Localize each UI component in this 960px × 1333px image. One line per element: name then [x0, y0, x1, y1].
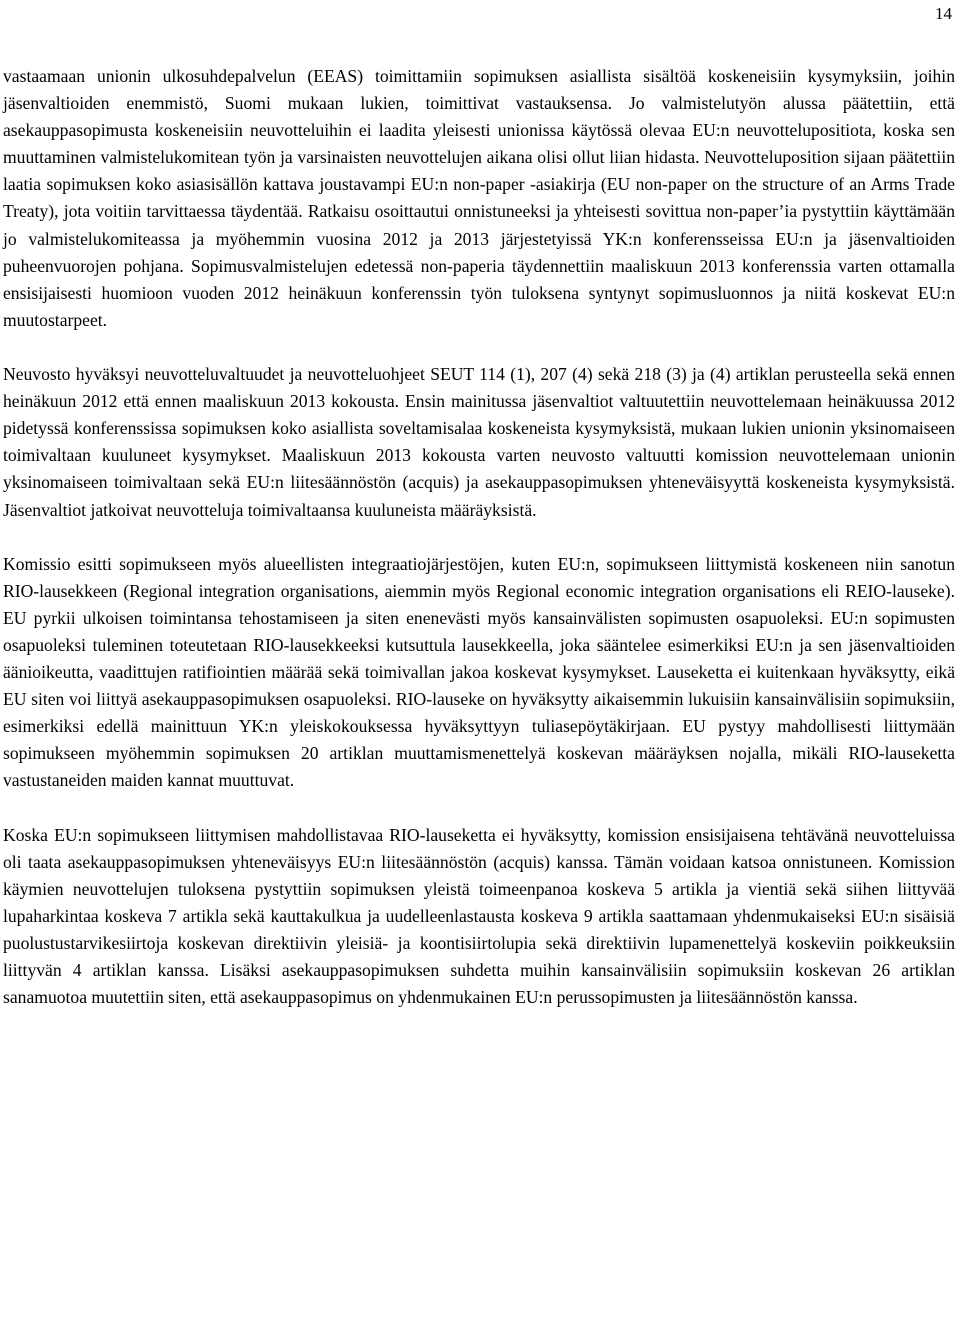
document-body — [3, 63, 955, 1011]
paragraph-eeas-negotiations: vastaamaan unionin ulkosuhdepalvelun (EEAS) toimittamiin sopimuksen asiallista sisältöä koskeneisiin kysymyksiin, joihin jäsenvaltioiden enemmistö, Suomi mukaan lukien, toimittivat vastauksensa. Jo valmistelutyön alussa päätettiin, että asekauppasopimusta koskeneisiin neuvotteluihin ei laadita yleisesti unionissa käytössä olevaa EU:n neuvottelupositiota, koska sen muuttaminen valmistelukomitean työn ja varsinaisten neuvottelujen aikana olisi ollut liian hidasta. Neuvotteluposition sijaan päätettiin laatia sopimuksen koko asiasisällön kattava joustavampi EU:n non-paper -asiakirja (EU non-paper on the structure of an Arms Trade Treaty), jota voitiin tarvittaessa täydentää. Ratkaisu osoittautui onnistuneeksi ja yhteisesti sovittua non-paper’ia pystyttiin käyttämään jo valmistelukomiteassa ja myöhemmin vuosina 2012 ja 2013 järjestetyissä YK:n konferensseissa EU:n ja jäsenvaltioiden puheenvuorojen pohjana. Sopimusvalmistelujen edetessä non-paperia täydennettiin maaliskuun 2013 konferenssia varten ottamalla ensisijaisesti huomioon vuoden 2012 heinäkuun konferenssin työn tuloksena syntynyt sopimusluonnos ja niitä koskevat EU:n muutostarpeet. — [3, 66, 955, 330]
paragraph-rio-clause: Komissio esitti sopimukseen myös alueellisten integraatiojärjestöjen, kuten EU:n, sopimukseen liittymistä koskeneen niin sanotun RIO-lausekkeen (Regional integration organisations, aiemmin myös Regional economic integration organisations eli REIO-lauseke). EU pyrkii ulkoisen toimintansa tehostamiseen ja siten enenevästi myös kansainvälisten sopimusten osapuoleksi. EU:n sopimusten osapuoleksi tuleminen toteutetaan RIO-lausekkeeksi kutsuttula lausekkeella, joka sääntelee esimerkiksi EU:n ja sen jäsenvaltioiden äänioikeutta, vaadittujen ratifiointien määrää sekä toimivallan jakoa koskevat kysymykset. Lauseketta ei kuitenkaan hyväksytty, eikä EU siten voi liittyä asekauppasopimuksen osapuoleksi. RIO-lauseke on hyväksytty aikaisemmin lukuisiin kansainvälisiin sopimuksiin, esimerkiksi edellä mainittuun YK:n yleiskokouksessa hyväksyttyyn tuliasepöytäkirjaan. EU pystyy mahdollisesti liittymään sopimukseen myöhemmin sopimuksen 20 artiklan muuttamismenettelyä koskevan määräyksen nojalla, mikäli RIO-lauseketta vastustaneiden maiden kannat muuttuvat. — [3, 553, 955, 791]
paragraph-council-mandate: Neuvosto hyväksyi neuvotteluvaltuudet ja neuvotteluohjeet SEUT 114 (1), 207 (4) sekä 218 (3) ja (4) artiklan perusteella sekä ennen heinäkuun 2012 että ennen maaliskuun 2013 kokousta. Ensin mainitussa jäsenvaltiot valtuutettiin neuvottelemaan heinäkuussa 2012 pidetyssä konferenssissa sopimuksen koko asiallista soveltamisalaa koskeneista kysymyksistä, mukaan lukien unionin yksinomaiseen toimivaltaan kuuluneet kysymykset. Maaliskuun 2013 kokousta varten neuvosto valtuutti komission neuvottelemaan unionin yksinomaiseen toimivaltaan sekä EU:n liitesäännöstön (acquis) ja asekauppasopimuksen yhteneväisyyttä koskeneista kysymyksistä. Jäsenvaltiot jatkoivat neuvotteluja toimivaltaansa kuuluneista määräyksistä. — [3, 364, 955, 520]
paragraph-acquis-consistency: Koska EU:n sopimukseen liittymisen mahdollistavaa RIO-lauseketta ei hyväksytty, komission ensisijaisena tehtävänä neuvotteluissa oli taata asekauppasopimuksen yhteneväisyys EU:n liitesäännöstön (acquis) kanssa. Tämän voidaan katsoa onnistuneen. Komission käymien neuvottelujen tuloksena pystyttiin sopimuksen yleistä toimeenpanoa koskeva 5 artikla ja vientiä sekä siihen liittyvää lupaharkintaa koskeva 7 artikla sekä kauttakulkua ja uudelleenlastausta koskeva 9 artikla saattamaan yhdenmukaiseksi EU:n sisäisiä puolustustarvikesiirtoja koskevan direktiivin yleisiä- ja koontisiirtolupia sekä direktiivin lupamenettelyä koskeviin poikkeuksiin liittyvän 4 artiklan kanssa. Lisäksi asekauppasopimuksen suhdetta muihin kansainvälisiin sopimuksiin koskevan 26 artiklan sanamuotoa muutettiin siten, että asekauppasopimus on yhdenmukainen EU:n perussopimusten ja liitesäännöstön kanssa. — [3, 824, 955, 1008]
page-number: 14 — [935, 4, 952, 23]
